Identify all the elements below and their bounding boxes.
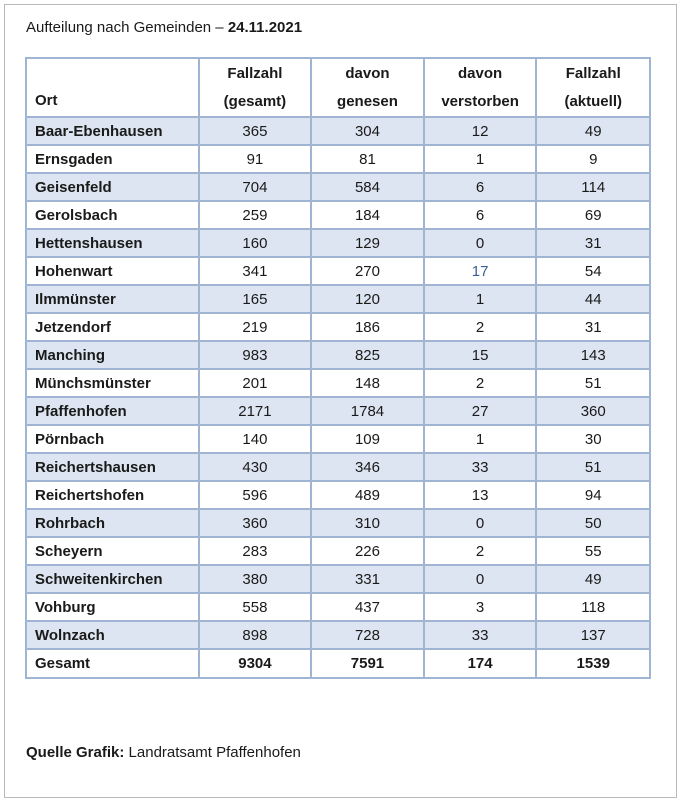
header-fallzahl-gesamt-line2: (gesamt) <box>223 92 287 110</box>
cell-fallzahl-gesamt: 365 <box>199 117 312 145</box>
cell-fallzahl-gesamt: 983 <box>199 341 312 369</box>
table-row <box>26 369 650 397</box>
cell-davon-verstorben: 2 <box>424 369 537 397</box>
cell-davon-genesen: 120 <box>311 285 424 313</box>
cell-fallzahl-gesamt: 430 <box>199 453 312 481</box>
title-date: 24.11.2021 <box>227 19 303 36</box>
cell-fallzahl-aktuell: 54 <box>536 257 650 285</box>
cell-fallzahl-gesamt: 704 <box>199 173 312 201</box>
cell-ort: Gerolsbach <box>26 201 199 229</box>
table-row <box>26 397 650 425</box>
cell-davon-genesen: 331 <box>311 565 424 593</box>
cell-davon-genesen: 1784 <box>311 397 424 425</box>
header-davon-verstorben <box>424 58 537 117</box>
table-row <box>26 509 650 537</box>
source-label: Quelle Grafik: <box>26 744 125 761</box>
cell-fallzahl-gesamt: 380 <box>199 565 312 593</box>
cell-ort: Geisenfeld <box>26 173 199 201</box>
cell-fallzahl-gesamt: 219 <box>199 313 312 341</box>
cell-ort: Schweitenkirchen <box>26 565 199 593</box>
table-row <box>26 145 650 173</box>
table-row <box>26 117 650 145</box>
cell-fallzahl-aktuell: 9 <box>536 145 650 173</box>
cell-fallzahl-aktuell: 31 <box>536 313 650 341</box>
table-row <box>26 621 650 649</box>
cell-ort: Ernsgaden <box>26 145 199 173</box>
cell-ort: Hettenshausen <box>26 229 199 257</box>
table-row <box>26 537 650 565</box>
table-row <box>26 453 650 481</box>
total-cell-fallzahl-gesamt: 9304 <box>199 649 312 678</box>
table-row <box>26 341 650 369</box>
cell-davon-verstorben: 15 <box>424 341 537 369</box>
cell-ort: Ilmmünster <box>26 285 199 313</box>
header-verstorben-line2: verstorben <box>441 92 519 110</box>
cell-ort: Reichertshausen <box>26 453 199 481</box>
cell-fallzahl-aktuell: 114 <box>536 173 650 201</box>
cell-fallzahl-gesamt: 283 <box>199 537 312 565</box>
total-cell-ort: Gesamt <box>26 649 199 678</box>
header-fallzahl-aktuell <box>536 58 650 117</box>
table-row <box>26 201 650 229</box>
cell-fallzahl-gesamt: 201 <box>199 369 312 397</box>
table-row <box>26 593 650 621</box>
header-verstorben-line1: davon <box>458 64 503 82</box>
cell-davon-verstorben: 0 <box>424 565 537 593</box>
cell-davon-genesen: 186 <box>311 313 424 341</box>
cell-davon-verstorben: 12 <box>424 117 537 145</box>
cell-fallzahl-aktuell: 49 <box>536 565 650 593</box>
cell-fallzahl-aktuell: 55 <box>536 537 650 565</box>
cell-davon-verstorben: 6 <box>424 173 537 201</box>
cell-fallzahl-aktuell: 51 <box>536 453 650 481</box>
cell-davon-genesen: 148 <box>311 369 424 397</box>
cell-ort: Baar-Ebenhausen <box>26 117 199 145</box>
cell-davon-genesen: 184 <box>311 201 424 229</box>
total-cell-fallzahl-aktuell: 1539 <box>536 649 650 678</box>
cell-davon-verstorben: 1 <box>424 145 537 173</box>
cell-davon-verstorben: 27 <box>424 397 537 425</box>
cell-davon-verstorben: 33 <box>424 621 537 649</box>
cell-davon-verstorben: 6 <box>424 201 537 229</box>
cell-ort: Hohenwart <box>26 257 199 285</box>
header-ort: Ort <box>26 58 199 117</box>
cell-davon-genesen: 437 <box>311 593 424 621</box>
cell-fallzahl-gesamt: 898 <box>199 621 312 649</box>
cell-fallzahl-aktuell: 94 <box>536 481 650 509</box>
cell-ort: Jetzendorf <box>26 313 199 341</box>
cell-fallzahl-aktuell: 44 <box>536 285 650 313</box>
cell-ort: Scheyern <box>26 537 199 565</box>
table-body <box>26 117 650 678</box>
cell-fallzahl-aktuell: 137 <box>536 621 650 649</box>
cell-fallzahl-gesamt: 140 <box>199 425 312 453</box>
cell-fallzahl-aktuell: 69 <box>536 201 650 229</box>
cell-davon-genesen: 129 <box>311 229 424 257</box>
cell-fallzahl-aktuell: 360 <box>536 397 650 425</box>
header-fallzahl-aktuell-line1: Fallzahl <box>565 64 621 82</box>
cell-davon-verstorben: 1 <box>424 285 537 313</box>
cell-davon-genesen: 304 <box>311 117 424 145</box>
cell-davon-genesen: 728 <box>311 621 424 649</box>
source-text: Landratsamt Pfaffenhofen <box>124 744 301 761</box>
cell-davon-verstorben: 0 <box>424 509 537 537</box>
cell-fallzahl-aktuell: 31 <box>536 229 650 257</box>
cell-fallzahl-gesamt: 160 <box>199 229 312 257</box>
cell-fallzahl-gesamt: 558 <box>199 593 312 621</box>
cell-davon-verstorben: 2 <box>424 313 537 341</box>
cell-fallzahl-gesamt: 91 <box>199 145 312 173</box>
cell-davon-genesen: 109 <box>311 425 424 453</box>
cell-davon-genesen: 584 <box>311 173 424 201</box>
cell-davon-verstorben: 33 <box>424 453 537 481</box>
header-genesen-line2: genesen <box>337 92 398 110</box>
cell-davon-genesen: 346 <box>311 453 424 481</box>
source-line <box>26 743 301 763</box>
cell-fallzahl-gesamt: 596 <box>199 481 312 509</box>
cell-ort: Wolnzach <box>26 621 199 649</box>
cell-davon-verstorben: 13 <box>424 481 537 509</box>
cell-davon-verstorben: 2 <box>424 537 537 565</box>
cell-fallzahl-aktuell: 51 <box>536 369 650 397</box>
cell-fallzahl-gesamt: 360 <box>199 509 312 537</box>
cell-ort: Münchsmünster <box>26 369 199 397</box>
cases-table <box>25 57 651 679</box>
cell-davon-verstorben: 0 <box>424 229 537 257</box>
total-cell-davon-genesen: 7591 <box>311 649 424 678</box>
cell-davon-genesen: 270 <box>311 257 424 285</box>
table-row <box>26 229 650 257</box>
table-row <box>26 257 650 285</box>
table-row <box>26 313 650 341</box>
cell-davon-genesen: 226 <box>311 537 424 565</box>
header-genesen-line1: davon <box>345 64 390 82</box>
header-fallzahl-gesamt <box>199 58 312 117</box>
header-davon-genesen <box>311 58 424 117</box>
cell-davon-genesen: 310 <box>311 509 424 537</box>
cell-davon-genesen: 825 <box>311 341 424 369</box>
header-fallzahl-aktuell-line2: (aktuell) <box>564 92 622 110</box>
table-row <box>26 173 650 201</box>
table-row <box>26 565 650 593</box>
cell-davon-genesen: 489 <box>311 481 424 509</box>
cell-davon-genesen: 81 <box>311 145 424 173</box>
table-row <box>26 285 650 313</box>
cell-fallzahl-aktuell: 49 <box>536 117 650 145</box>
cell-fallzahl-aktuell: 50 <box>536 509 650 537</box>
cell-fallzahl-aktuell: 30 <box>536 425 650 453</box>
cell-fallzahl-aktuell: 118 <box>536 593 650 621</box>
cell-ort: Manching <box>26 341 199 369</box>
cell-fallzahl-gesamt: 341 <box>199 257 312 285</box>
total-row <box>26 649 650 678</box>
cell-fallzahl-gesamt: 2171 <box>199 397 312 425</box>
cell-ort: Vohburg <box>26 593 199 621</box>
cell-fallzahl-gesamt: 259 <box>199 201 312 229</box>
cell-ort: Rohrbach <box>26 509 199 537</box>
cell-fallzahl-aktuell: 143 <box>536 341 650 369</box>
cell-davon-verstorben: 1 <box>424 425 537 453</box>
table-row <box>26 425 650 453</box>
cell-davon-verstorben: 17 <box>424 257 537 285</box>
header-row <box>26 58 650 117</box>
total-cell-davon-verstorben: 174 <box>424 649 537 678</box>
title-text: Aufteilung nach Gemeinden – <box>26 19 228 36</box>
cell-ort: Pfaffenhofen <box>26 397 199 425</box>
page-title <box>26 18 302 38</box>
cell-ort: Pörnbach <box>26 425 199 453</box>
table-row <box>26 481 650 509</box>
cell-ort: Reichertshofen <box>26 481 199 509</box>
header-fallzahl-gesamt-line1: Fallzahl <box>227 64 283 82</box>
cell-fallzahl-gesamt: 165 <box>199 285 312 313</box>
cell-davon-verstorben: 3 <box>424 593 537 621</box>
